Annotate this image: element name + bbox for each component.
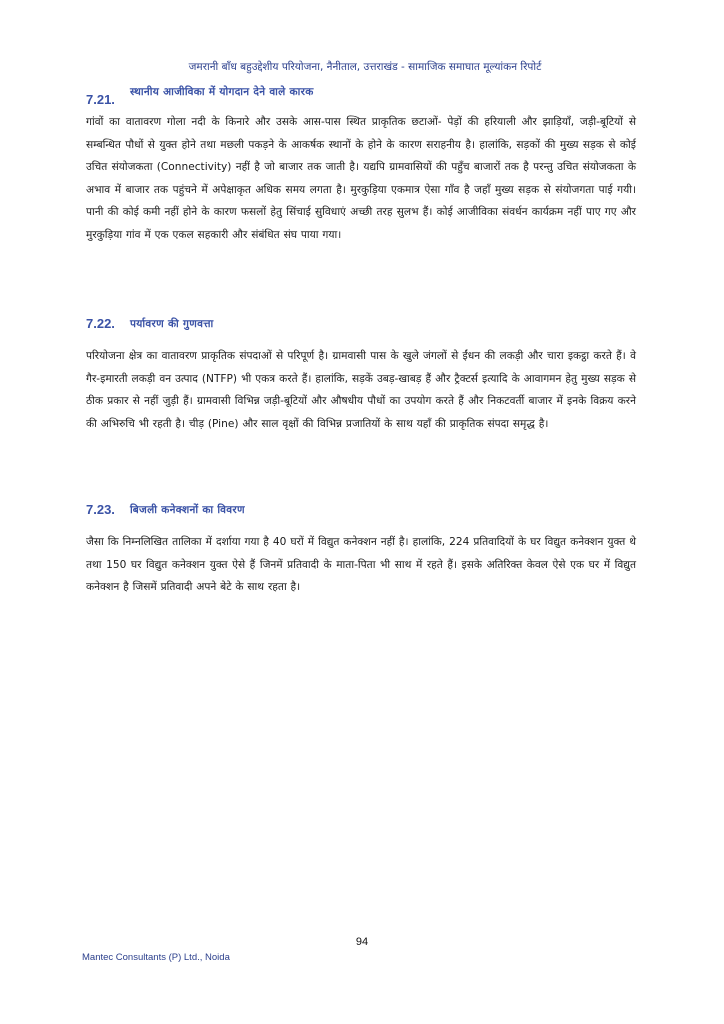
section-paragraph: परियोजना क्षेत्र का वातावरण प्राकृतिक संपदाओं से परिपूर्ण है। ग्रामवासी पास के खुले जंगलों से ईंधन की लकड़ी और चारा इकट्ठा करते हैं। वे गैर-इमारती लकड़ी वन उत्पाद (NTFP) भी एकत्र करते हैं। हालांकि, सड़कें उबड़-खाबड़ हैं और ट्रैक्टर्स इत्यादि के आवागमन हेतु मुख्य सड़क से ठीक प्रकार से नहीं जुड़ी हैं। ग्रामवासी विभिन्न जड़ी-बूटियों और औषधीय पौधों का उपयोग करते हैं और निकटवर्ती बाजार में इनके विक्रय करने की अभिरुचि भी रहती है। चीड़ (Pine) और साल वृक्षों की विभिन्न प्रजातियों के साथ यहाँ की प्राकृतिक संपदा समृद्ध है। (86, 350, 636, 430)
section-7-23 (86, 502, 636, 599)
section-heading (86, 502, 636, 517)
section-title: बिजली कनेक्शनों का विवरण (130, 504, 245, 516)
section-7-21 (86, 84, 636, 247)
section-number: 7.23. (86, 502, 115, 517)
page-number: 94 (355, 936, 369, 948)
section-number: 7.22. (86, 316, 115, 331)
section-title: स्थानीय आजीविका में योगदान देने वाले कारक (130, 86, 314, 98)
section-title: पर्यावरण की गुणवत्ता (130, 318, 214, 330)
section-number: 7.21. (86, 92, 115, 107)
section-heading (86, 316, 636, 331)
section-heading (86, 84, 636, 107)
section-paragraph: गांवों का वातावरण गोला नदी के किनारे और उसके आस-पास स्थित प्राकृतिक छटाओं- पेड़ों की हरियाली और झाड़ियाँ, जड़ी-बूटियों से सम्बन्धित पौधों से युक्त होने तथा मछली पकड़ने के आकर्षक स्थानों के होने के कारण सराहनीय है। हालांकि, सड़कों की मुख्य सड़क से कोई उचित संयोजकता (Connectivity) नहीं है जो बाजार तक जाती है। यद्यपि ग्रामवासियों की पहुँच बाजारों तक है परन्तु उचित संयोजकता के अभाव में बाजार तक पहुंचने में अपेक्षाकृत अधिक समय लगता है। मुरकुड़िया एकमात्र ऐसा गाँव है जहाँ मुख्य सड़क से संयोजगता पाई गयी। पानी की कोई कमी नहीं होने के कारण फसलों हेतु सिंचाई सुविधाएं अच्छी तरह सुलभ हैं। कोई आजीविका संवर्धन कार्यक्रम नहीं पाए गए और मुरकुड़िया गांव में एक एकल सहकारी और संबंधित संघ पाया गया। (86, 116, 636, 241)
document-header: जमरानी बाँध बहुउद्देशीय परियोजना, नैनीताल, उत्तराखंड - सामाजिक समाघात मूल्यांकन रिपोर्ट (188, 61, 542, 73)
section-7-22 (86, 316, 636, 435)
footer-company: Mantec Consultants (P) Ltd., Noida (82, 952, 230, 963)
section-paragraph: जैसा कि निम्नलिखित तालिका में दर्शाया गया है 40 घरों में विद्युत कनेक्शन नहीं है। हालांकि, 224 प्रतिवादियों के घर विद्युत कनेक्शन युक्त थे तथा 150 घर विद्युत कनेक्शन युक्त ऐसे हैं जिनमें प्रतिवादी के माता-पिता भी साथ में रहते हैं। इसके अतिरिक्त केवल ऐसे एक घर में विद्युत कनेक्शन है जिसमें प्रतिवादी अपने बेटे के साथ रहता है। (86, 536, 636, 594)
